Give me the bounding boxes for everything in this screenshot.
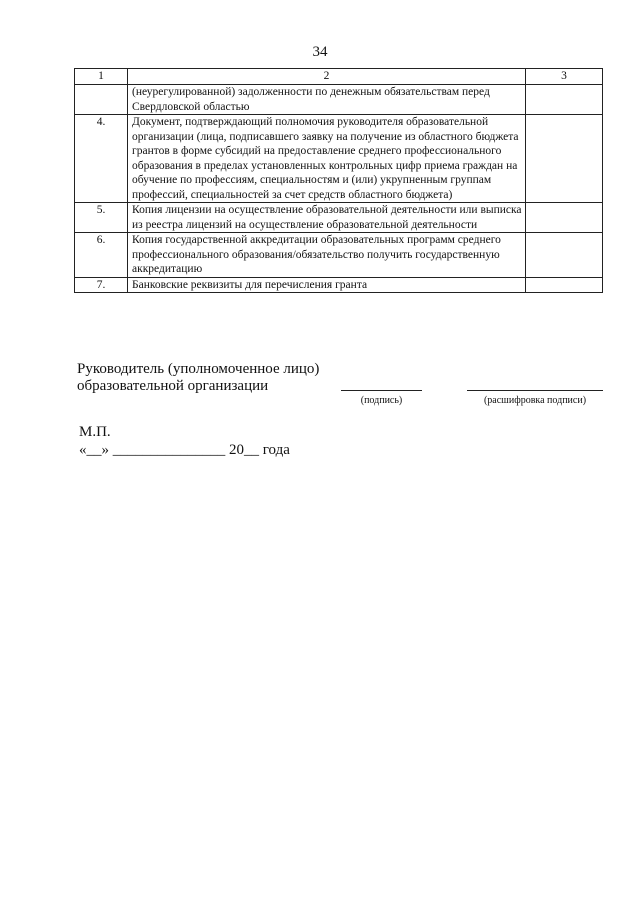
row-description: (неурегулированной) задолженности по денежным обязательствам перед Свердловской областью: [128, 85, 526, 115]
date-line: «__» _______________ 20__ года: [79, 442, 290, 458]
row-description: Документ, подтверждающий полномочия руководителя образовательной организации (лица, подписавшего заявку на получение из областного бюджета грантов в форме субсидий на предоставление среднего профессионального образования в пределах установленных контрольных цифр приема граждан на обучение по профессиям, специальностям и (или) укрупненным группам профессий, специальностей за счет средств областного бюджета): [128, 115, 526, 203]
signer-title-line1: Руководитель (уполномоченное лицо): [77, 361, 320, 377]
table-row: [75, 115, 603, 203]
table-header-row: [75, 69, 603, 85]
table-header-cell: 1: [75, 69, 128, 85]
signature-decoding-caption: (расшифровка подписи): [483, 395, 587, 406]
document-table: [74, 68, 603, 293]
table-row: [75, 85, 603, 115]
signer-title-line2: образовательной организации: [77, 378, 269, 394]
row-col3: [526, 233, 603, 278]
row-description: Банковские реквизиты для перечисления гранта: [128, 277, 526, 293]
table-header-cell: 3: [526, 69, 603, 85]
stamp-place-label: М.П.: [79, 424, 111, 440]
table-row: [75, 233, 603, 278]
table-row: [75, 203, 603, 233]
row-description: Копия государственной аккредитации образовательных программ среднего профессионального образования/обязательство получить государственную аккредитацию: [128, 233, 526, 278]
row-col3: [526, 85, 603, 115]
row-number: [75, 85, 128, 115]
row-description: Копия лицензии на осуществление образовательной деятельности или выписка из реестра лицензий на осуществление образовательной деятельности: [128, 203, 526, 233]
signature-decoding-line: [467, 390, 603, 391]
page-number: 34: [312, 44, 328, 60]
row-number: 4.: [75, 115, 128, 203]
table-row: [75, 277, 603, 293]
row-number: 7.: [75, 277, 128, 293]
signature-caption: (подпись): [360, 395, 403, 406]
row-col3: [526, 115, 603, 203]
signature-line: [341, 390, 422, 391]
row-col3: [526, 277, 603, 293]
row-col3: [526, 203, 603, 233]
row-number: 5.: [75, 203, 128, 233]
table-header-cell: 2: [128, 69, 526, 85]
row-number: 6.: [75, 233, 128, 278]
signer-title: [77, 361, 319, 395]
